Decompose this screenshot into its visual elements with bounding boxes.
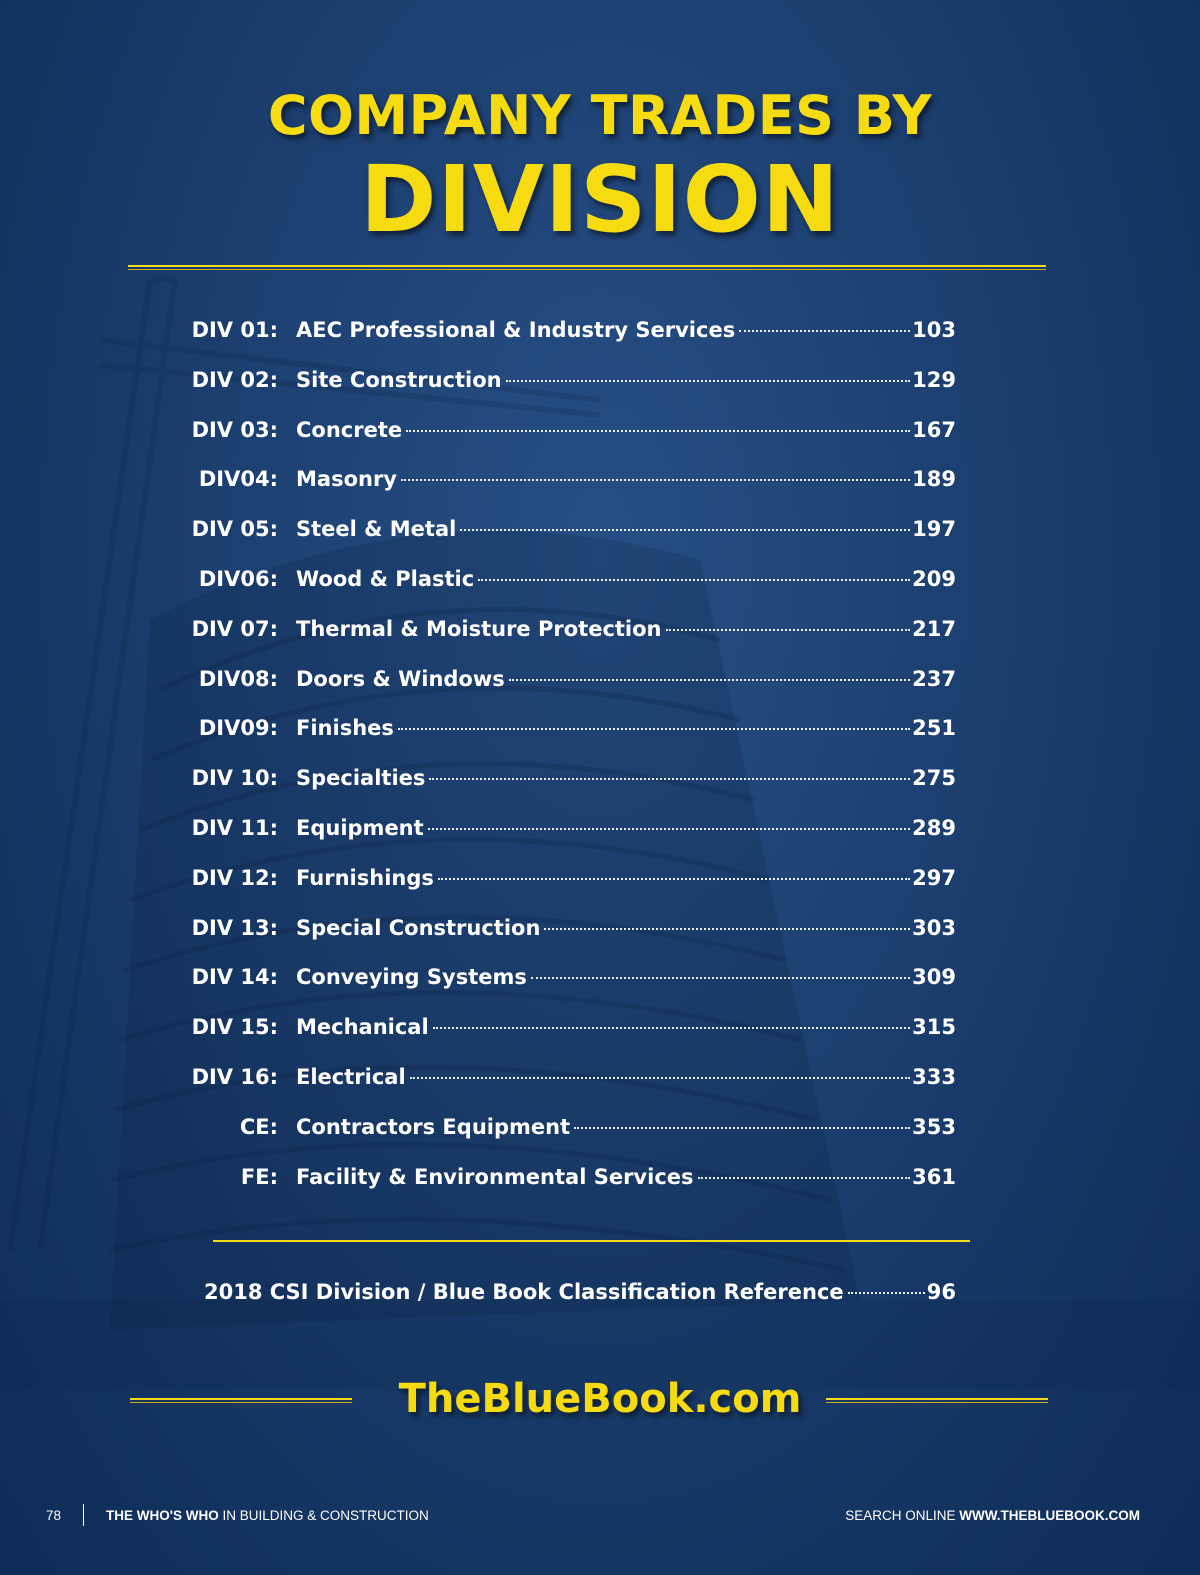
toc-division-code: DIV 02:: [191, 368, 278, 392]
dot-leader: [460, 529, 910, 531]
footer-publication-bold: THE WHO'S WHO: [106, 1508, 219, 1523]
page-title-line1: COMPANY TRADES BY: [267, 84, 933, 147]
toc-division-code: DIV 07:: [191, 617, 278, 641]
toc-division-code: DIV 10:: [191, 766, 278, 790]
toc-entry[interactable]: [0, 514, 1200, 544]
toc-entry[interactable]: [0, 713, 1200, 743]
footer-search-url[interactable]: WWW.THEBLUEBOOK.COM: [959, 1508, 1140, 1523]
footer-publication: [106, 1504, 429, 1528]
website-link[interactable]: TheBlueBook.com: [398, 1376, 802, 1422]
toc-division-code: DIV08:: [198, 667, 278, 691]
footer-publication-rest: IN BUILDING & CONSTRUCTION: [218, 1508, 429, 1523]
toc-entry[interactable]: [0, 962, 1200, 992]
toc-page-number: 209: [912, 567, 956, 591]
toc-division-code: DIV 13:: [191, 916, 278, 940]
footer-search: [845, 1504, 1140, 1528]
toc-page-number: 303: [912, 916, 956, 940]
toc-page-number: 217: [912, 617, 956, 641]
toc-division-name: Furnishings: [296, 866, 434, 890]
toc-page-number: 197: [912, 517, 956, 541]
toc-division-name: Finishes: [296, 716, 394, 740]
reference-page-number: 96: [926, 1280, 956, 1304]
toc-page-number: 361: [912, 1165, 956, 1189]
toc-page-number: 189: [912, 467, 956, 491]
toc-division-name: Wood & Plastic: [296, 567, 475, 591]
toc-division-name: Masonry: [296, 467, 397, 491]
dot-leader: [544, 928, 910, 930]
toc-entry[interactable]: [0, 1062, 1200, 1092]
toc-division-code: DIV 01:: [191, 318, 278, 342]
dot-leader: [398, 728, 910, 730]
toc-page-number: 353: [912, 1115, 956, 1139]
title-divider: [128, 265, 1046, 270]
toc-entry[interactable]: [0, 415, 1200, 445]
dot-leader: [428, 828, 910, 830]
dot-leader: [848, 1292, 925, 1294]
toc-division-code: DIV09:: [198, 716, 278, 740]
toc-page-number: 237: [912, 667, 956, 691]
toc-page-number: 167: [912, 418, 956, 442]
toc-division-name: Conveying Systems: [296, 965, 527, 989]
toc-division-code: DIV 05:: [191, 517, 278, 541]
toc-entry[interactable]: [0, 464, 1200, 494]
reference-label: 2018 CSI Division / Blue Book Classification Reference: [204, 1280, 844, 1304]
dot-leader: [531, 977, 910, 979]
dot-leader: [438, 878, 910, 880]
dot-leader: [739, 330, 910, 332]
toc-division-name: Specialties: [296, 766, 426, 790]
toc-division-code: DIV04:: [198, 467, 278, 491]
toc-entry[interactable]: [0, 1112, 1200, 1142]
toc-page-number: 103: [912, 318, 956, 342]
toc-division-name: Doors & Windows: [296, 667, 505, 691]
dot-leader: [429, 778, 910, 780]
toc-division-name: Steel & Metal: [296, 517, 457, 541]
toc-division-name: Thermal & Moisture Protection: [296, 617, 662, 641]
dot-leader: [406, 430, 910, 432]
dot-leader: [506, 380, 911, 382]
toc-page-number: 333: [912, 1065, 956, 1089]
footer-separator: [83, 1504, 84, 1526]
reference-divider: [213, 1240, 970, 1242]
toc-page-number: 275: [912, 766, 956, 790]
toc-entry[interactable]: [0, 863, 1200, 893]
toc-entry[interactable]: [0, 1162, 1200, 1192]
footer-search-label: SEARCH ONLINE: [845, 1508, 960, 1523]
toc-division-name: Facility & Environmental Services: [296, 1165, 694, 1189]
toc-division-name: Equipment: [296, 816, 424, 840]
toc-entry[interactable]: [0, 813, 1200, 843]
toc-division-code: DIV 15:: [191, 1015, 278, 1039]
toc-division-name: Electrical: [296, 1065, 406, 1089]
toc-division-code: DIV 03:: [191, 418, 278, 442]
toc-division-code: DIV 12:: [191, 866, 278, 890]
toc-entry[interactable]: [0, 913, 1200, 943]
toc-entry[interactable]: [0, 315, 1200, 345]
dot-leader: [433, 1027, 910, 1029]
toc-entry[interactable]: [0, 365, 1200, 395]
dot-leader: [478, 579, 910, 581]
toc-page-number: 129: [912, 368, 956, 392]
toc-entry[interactable]: [0, 763, 1200, 793]
toc-division-code: CE:: [239, 1115, 278, 1139]
dot-leader: [666, 629, 911, 631]
toc-page-number: 289: [912, 816, 956, 840]
toc-page-number: 251: [912, 716, 956, 740]
toc-division-name: Contractors Equipment: [296, 1115, 571, 1139]
toc-division-name: Site Construction: [296, 368, 502, 392]
toc-division-name: AEC Professional & Industry Services: [296, 318, 736, 342]
toc-entry[interactable]: [0, 1012, 1200, 1042]
toc-division-code: DIV 16:: [191, 1065, 278, 1089]
toc-division-code: DIV06:: [198, 567, 278, 591]
dot-leader: [698, 1177, 911, 1179]
dot-leader: [574, 1127, 910, 1129]
dot-leader: [401, 479, 910, 481]
toc-division-code: DIV 11:: [191, 816, 278, 840]
toc-page-number: 297: [912, 866, 956, 890]
reference-entry[interactable]: [204, 1277, 956, 1307]
toc-page-number: 315: [912, 1015, 956, 1039]
toc-division-code: DIV 14:: [191, 965, 278, 989]
toc-entry[interactable]: [0, 664, 1200, 694]
toc-division-name: Mechanical: [296, 1015, 429, 1039]
toc-entry[interactable]: [0, 614, 1200, 644]
dot-leader: [410, 1077, 911, 1079]
dot-leader: [509, 679, 910, 681]
toc-division-code: FE:: [240, 1165, 278, 1189]
toc-division-name: Concrete: [296, 418, 403, 442]
toc-page-number: 309: [912, 965, 956, 989]
table-of-contents: [0, 305, 1200, 1205]
toc-entry[interactable]: [0, 564, 1200, 594]
toc-division-name: Special Construction: [296, 916, 541, 940]
footer-page-number: 78: [46, 1508, 62, 1523]
page-title-line2: DIVISION: [360, 146, 840, 253]
